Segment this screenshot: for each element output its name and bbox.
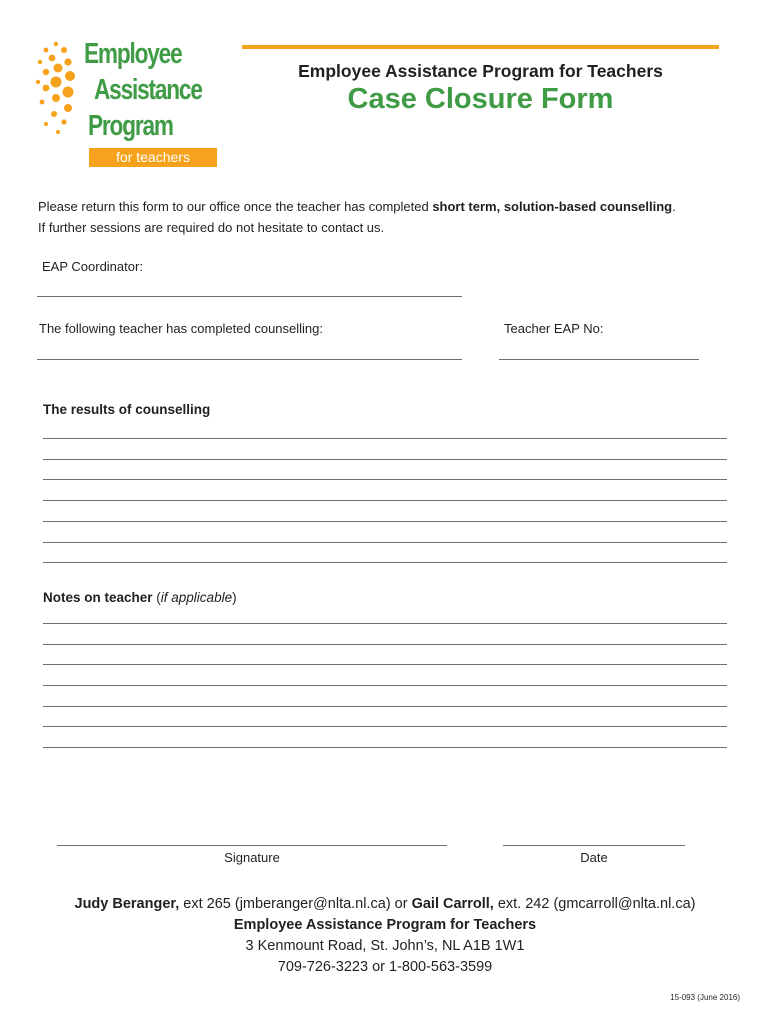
results-line[interactable] [43,521,727,522]
notes-heading-label: Notes on teacher [43,590,153,605]
notes-line[interactable] [43,685,727,686]
contact-line [0,896,770,912]
results-line[interactable] [43,542,727,543]
form-title: Case Closure Form [347,83,614,115]
signature-field[interactable] [57,845,447,846]
coordinator-label: EAP Coordinator: [42,259,143,274]
notes-line[interactable] [43,726,727,727]
results-line[interactable] [43,479,727,480]
date-field[interactable] [503,845,685,846]
contact-ext-1: ext 265 (jmberanger@nlta.nl.ca) or [179,896,412,912]
date-label: Date [580,850,608,865]
logo-word-employee: Employee [84,38,182,70]
notes-heading [43,590,237,605]
contact-name-1: Judy Beranger, [74,896,180,912]
logo [34,36,214,170]
logo-badge: for teachers [89,148,217,167]
contact-address: 3 Kenmount Road, St. John’s, NL A1B 1W1 [245,938,525,954]
intro-text-before: Please return this form to our office once the teacher has completed [38,199,433,214]
results-heading: The results of counselling [43,402,211,417]
notes-line[interactable] [43,706,727,707]
results-line[interactable] [43,500,727,501]
intro-line2: If further sessions are required do not hesitate to contact us. [38,220,385,235]
signature-label: Signature [224,850,280,865]
notes-line[interactable] [43,747,727,748]
notes-line[interactable] [43,664,727,665]
results-line[interactable] [43,562,727,563]
contact-ext-2: ext. 242 (gmcarroll@nlta.nl.ca) [493,896,696,912]
header-rule [242,45,719,49]
form-code: 15-093 (June 2016) [670,993,740,1002]
coordinator-field[interactable] [37,296,462,297]
notes-close: ) [232,590,237,605]
notes-open: ( [152,590,161,605]
notes-line[interactable] [43,623,727,624]
logo-word-assistance: Assistance [94,74,202,106]
teacher-field[interactable] [37,359,462,360]
contact-phone: 709-726-3223 or 1-800-563-3599 [277,959,493,975]
teacher-label: The following teacher has completed counselling: [39,321,324,336]
intro-text-after: . [672,199,676,214]
contact-org: Employee Assistance Program for Teachers [233,917,537,933]
notes-qualifier: if applicable [160,590,233,605]
notes-line[interactable] [43,644,727,645]
contact-name-2: Gail Carroll, [411,896,494,912]
results-line[interactable] [43,459,727,460]
form-subtitle: Employee Assistance Program for Teachers [298,61,663,81]
intro-emphasis: short term, solution-based counselling [432,199,673,214]
eap-no-label: Teacher EAP No: [504,321,604,336]
logo-word-program: Program [88,110,173,142]
eap-no-field[interactable] [499,359,699,360]
intro-text [38,196,738,238]
results-line[interactable] [43,438,727,439]
